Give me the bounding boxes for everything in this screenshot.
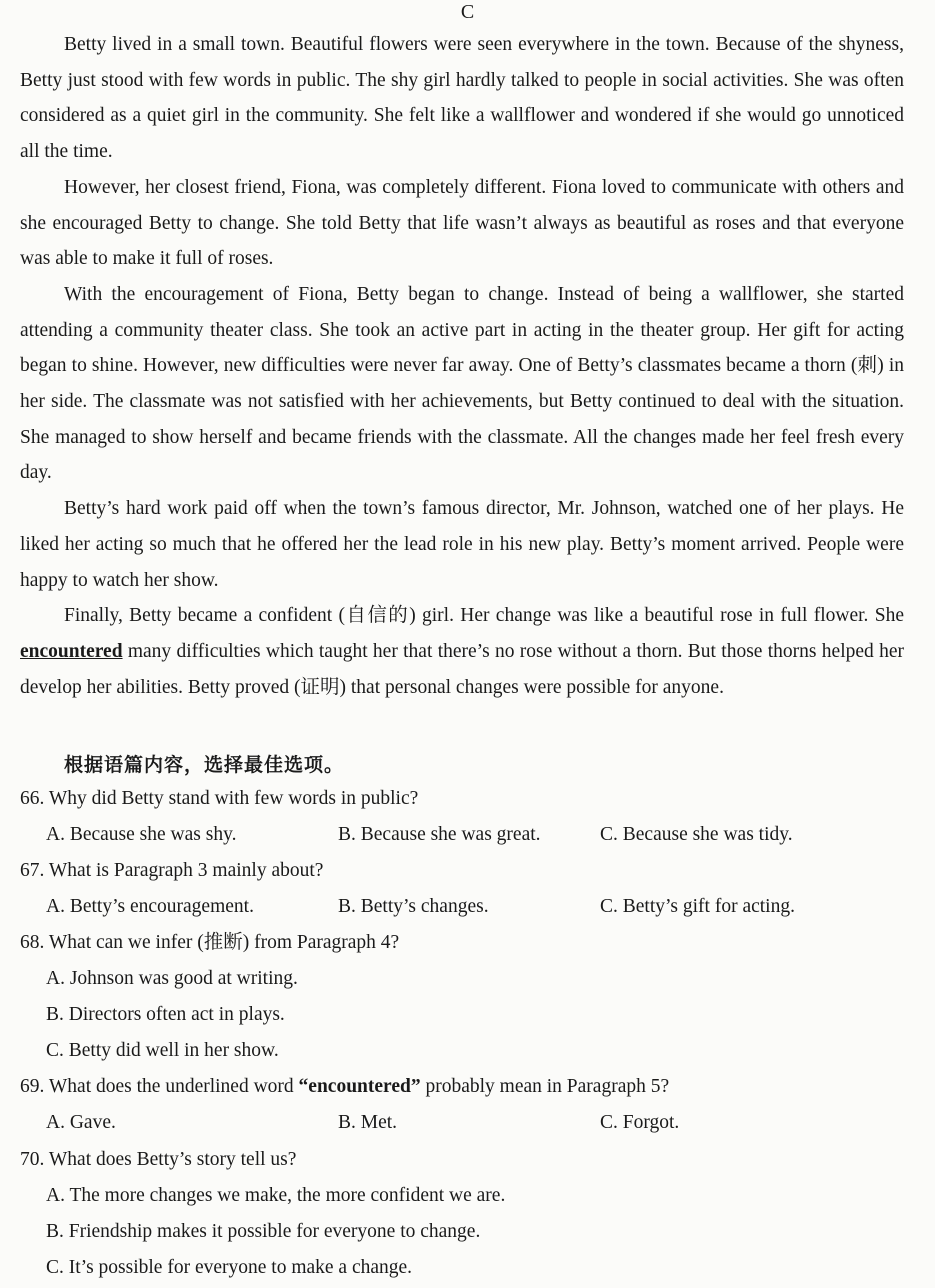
q67-option-c[interactable]: C. Betty’s gift for acting.: [600, 896, 795, 917]
reading-passage: [20, 27, 904, 705]
paragraph-2: However, her closest friend, Fiona, was completely different. Fiona loved to communicate with others and she encouraged Betty to change. She told Betty that life wasn’t always as beautiful as roses and that everyone was able to make it full of roses.: [20, 176, 904, 270]
q69-stem-before: 69. What does the underlined word: [20, 1076, 299, 1097]
q69-stem-keyword: “encountered”: [298, 1076, 421, 1097]
q70-option-a[interactable]: A. The more changes we make, the more confident we are.: [46, 1185, 506, 1206]
q66-option-a[interactable]: A. Because she was shy.: [46, 824, 237, 845]
paragraph-5: [20, 598, 904, 705]
q69-option-b[interactable]: B. Met.: [338, 1112, 398, 1133]
paragraph-3: With the encouragement of Fiona, Betty began to change. Instead of being a wallflower, she started attending a community theater class. She took an active part in acting in the theater group. Her gift for acting began to shine. However, new difficulties were never far away. One of Betty’s classmates became a thorn (刺) in her side. The classmate was not satisfied with her achievements, but Betty continued to deal with the situation. She managed to show herself and became friends with the classmate. All the changes made her feel fresh every day.: [20, 283, 904, 484]
paragraph-5-before: Finally, Betty became a confident (自信的) girl. Her change was like a beautiful rose in full flower. She: [64, 605, 904, 627]
q69-stem-after: probably mean in Paragraph 5?: [420, 1076, 670, 1097]
paragraph-5-after: many difficulties which taught her that there’s no rose without a thorn. But those thorns helped her develop her abilities. Betty proved (证明) that personal changes were possible for anyone.: [20, 640, 904, 698]
q68-option-b[interactable]: B. Directors often act in plays.: [46, 1004, 285, 1025]
q68-option-a[interactable]: A. Johnson was good at writing.: [46, 968, 298, 989]
underlined-keyword: encountered: [20, 640, 123, 662]
question-69: [20, 1070, 669, 1104]
q66-option-c[interactable]: C. Because she was tidy.: [600, 824, 793, 845]
paragraph-4: Betty’s hard work paid off when the town’s famous director, Mr. Johnson, watched one of her plays. He liked her acting so much that he offered her the lead role in his new play. Betty’s moment arrived. People were happy to watch her show.: [20, 498, 904, 591]
q69-option-c[interactable]: C. Forgot.: [600, 1112, 680, 1133]
instruction: 根据语篇内容，选择最佳选项。: [64, 754, 345, 776]
q66-option-b[interactable]: B. Because she was great.: [338, 824, 541, 845]
q70-option-b[interactable]: B. Friendship makes it possible for everyone to change.: [46, 1221, 481, 1242]
q70-option-c[interactable]: C. It’s possible for everyone to make a change.: [46, 1257, 413, 1278]
question-70: 70. What does Betty’s story tell us?: [20, 1149, 297, 1170]
question-68: 68. What can we infer (推断) from Paragraph 4?: [20, 932, 400, 953]
question-66: 66. Why did Betty stand with few words in public?: [20, 788, 419, 809]
question-67: 67. What is Paragraph 3 mainly about?: [20, 860, 324, 881]
q67-option-a[interactable]: A. Betty’s encouragement.: [46, 896, 254, 917]
q67-option-b[interactable]: B. Betty’s changes.: [338, 896, 489, 917]
paragraph-1: Betty lived in a small town. Beautiful flowers were seen everywhere in the town. Because of the shyness, Betty just stood with few words in public. The shy girl hardly talked to people in social activities. She was often considered as a quiet girl in the community. She felt like a wallflower and wondered if she would go unnoticed all the time.: [20, 34, 904, 163]
q69-option-a[interactable]: A. Gave.: [46, 1112, 116, 1133]
q68-option-c[interactable]: C. Betty did well in her show.: [46, 1040, 279, 1061]
section-letter: C: [460, 1, 475, 23]
